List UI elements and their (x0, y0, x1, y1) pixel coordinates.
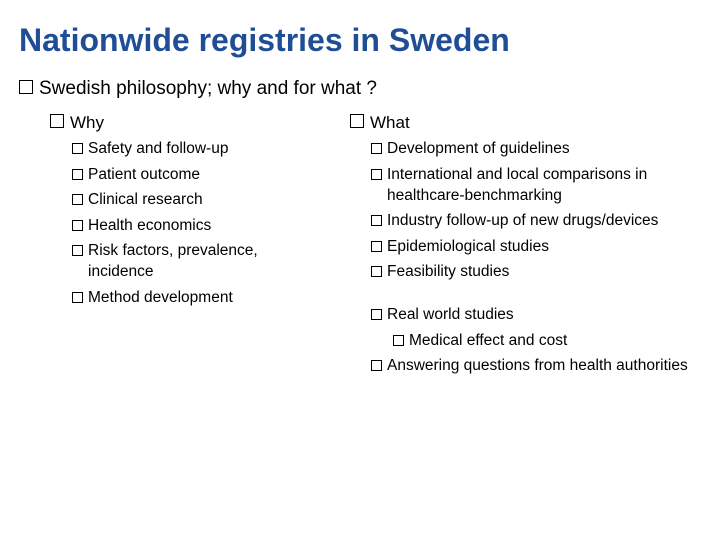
why-heading-text: Why (70, 113, 104, 132)
list-item-text: Health economics (88, 216, 212, 234)
checkbox-bullet-icon (72, 220, 83, 231)
list-item (387, 164, 697, 206)
list-item-text: Epidemiological studies (387, 237, 549, 255)
main-bullet (19, 78, 377, 100)
what-heading (350, 113, 410, 133)
list-item (387, 210, 697, 231)
checkbox-bullet-icon (393, 335, 404, 346)
list-item (88, 287, 303, 308)
list-item-text: Patient outcome (88, 165, 201, 183)
list-item (387, 261, 697, 282)
list-item (409, 330, 697, 351)
checkbox-bullet-icon (19, 80, 33, 94)
checkbox-bullet-icon (72, 143, 83, 154)
checkbox-bullet-icon (72, 292, 83, 303)
list-item (88, 189, 303, 210)
main-bullet-text: Swedish philosophy; why and for what ? (39, 78, 377, 99)
list-item (387, 304, 697, 325)
checkbox-bullet-icon (371, 143, 382, 154)
list-item (88, 164, 303, 185)
slide-title: Nationwide registries in Sweden (19, 22, 510, 58)
checkbox-bullet-icon (72, 194, 83, 205)
checkbox-bullet-icon (72, 245, 83, 256)
why-heading (50, 113, 104, 133)
checkbox-bullet-icon (371, 215, 382, 226)
list-item (387, 236, 697, 257)
checkbox-bullet-icon (72, 169, 83, 180)
what-list (387, 138, 697, 381)
checkbox-bullet-icon (371, 169, 382, 180)
list-item-text: Method development (88, 288, 233, 306)
list-item (387, 355, 697, 376)
list-item-text: Industry follow-up of new drugs/devices (387, 212, 659, 229)
list-item (88, 138, 303, 159)
list-item-text: Feasibility studies (387, 263, 510, 280)
list-item (88, 215, 303, 236)
what-heading-text: What (370, 113, 410, 132)
checkbox-bullet-icon (50, 114, 64, 128)
list-item-text: Risk factors, prevalence, incidence (88, 242, 258, 280)
list-item-text: Clinical research (88, 191, 203, 208)
list-item-text: Answering questions from health authorities (387, 357, 688, 374)
checkbox-bullet-icon (371, 360, 382, 371)
list-item-text: Real world studies (387, 306, 514, 323)
checkbox-bullet-icon (371, 309, 382, 320)
list-item-text: Medical effect and cost (409, 331, 568, 349)
list-item-text: Safety and follow-up (88, 140, 229, 157)
why-list (88, 138, 303, 312)
list-item (387, 138, 697, 159)
checkbox-bullet-icon (350, 114, 364, 128)
list-item-text: International and local comparisons in healthcare-benchmarking (387, 165, 648, 204)
checkbox-bullet-icon (371, 266, 382, 277)
checkbox-bullet-icon (371, 241, 382, 252)
list-item (88, 240, 303, 282)
list-item-text: Development of guidelines (387, 140, 570, 157)
